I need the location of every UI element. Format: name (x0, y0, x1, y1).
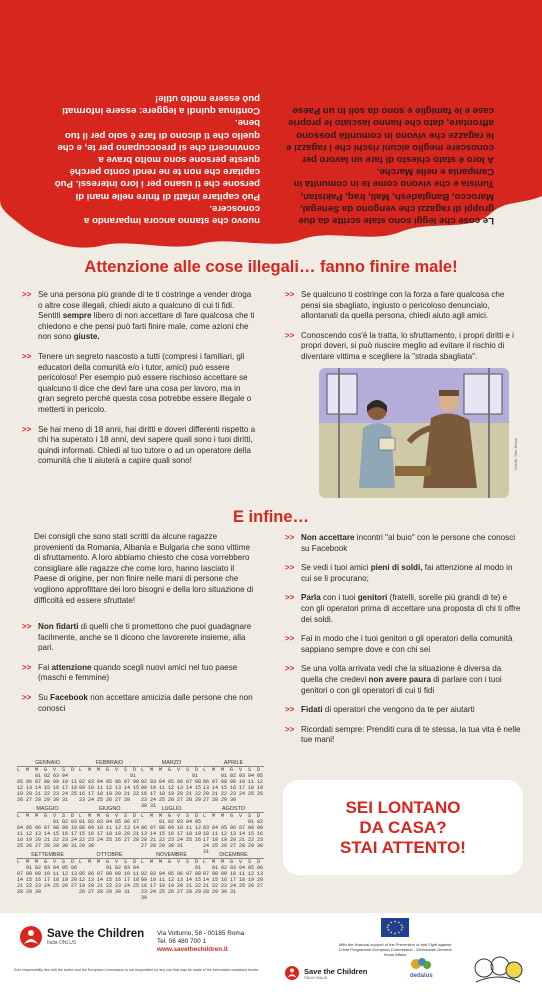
chevron-icon: >> (22, 351, 32, 361)
chevron-icon: >> (22, 424, 32, 434)
calendar-week: 18 19 20 21 22 23 24 (17, 837, 78, 843)
top-splash (0, 0, 542, 252)
eu-support-text: With the financial support of the Prevention of and Fight against Crime Programme European Commission - Directorate-General Home Affairs (338, 942, 452, 957)
calendar-weekdays: L M M G V S D (17, 813, 75, 819)
calendar-week: 16 17 18 19 20 21 22 (141, 791, 202, 797)
list-item: >> Su Facebook non accettare amicizia dalle persone che non conosci (22, 692, 253, 713)
calendar-week: 28 29 30 (17, 889, 42, 895)
calendar-week: 10 11 12 13 14 15 16 (203, 831, 264, 837)
cta-line-3: STAI ATTENTO! (340, 837, 466, 857)
list-item: >> Tenere un segreto nascosto a tutti (compresi i familiari, gli educatori della comunità e/o i tutor, amici) può essere pericoloso! Per esempio può essere rischioso accettare se qualcuno ti dice che devi fare una cosa per lavoro, ma in gran segreto perché questa cosa potrebbe essere illegale o metterti in pericolo. (22, 351, 252, 414)
calendar-weekdays: L M M G V S D (141, 859, 199, 865)
chevron-icon: >> (285, 290, 295, 299)
illustration-bus-scene (319, 368, 509, 498)
calendar-2015 (17, 760, 265, 901)
list-item: >> Non accettare incontri "al buio" con le persone che conosci su Facebook (285, 533, 516, 553)
partner-icon (470, 952, 526, 986)
calendar-month-name: SETTEMBRE (17, 852, 78, 859)
calendar-weekdays: L M M G V S D (203, 813, 261, 819)
calendar-month (79, 760, 140, 803)
calendar-week: 08 09 10 11 12 13 14 (79, 825, 140, 831)
calendar-week: 01 02 03 04 05 06 (203, 865, 264, 871)
calendar-month-name: OTTOBRE (79, 852, 140, 859)
calendar-week: 25 26 27 28 29 30 31 (17, 843, 78, 849)
calendar-week: 26 27 28 29 30 31 (79, 889, 131, 895)
phone: Tel. 06 480 700 1 (157, 938, 207, 945)
calendar-month-name: GIUGNO (79, 806, 140, 813)
calendar-week: 01 02 03 04 (17, 773, 69, 779)
calendar-month-name: APRILE (203, 760, 264, 767)
calendar-week: 13 14 15 16 17 18 19 (203, 785, 264, 791)
calendar-weekdays: L M M G V S D (17, 859, 75, 865)
chevron-icon: >> (285, 705, 295, 715)
brand-name: Save the Children (47, 928, 145, 940)
calendar-week: 09 10 11 12 13 14 15 (141, 877, 202, 883)
list-item: >> Non fidarti di quelli che ti promettono che puoi guadagnare facilmente, anche se ti dicono che lavorerete insieme, alla pari. (22, 622, 252, 653)
calendar-week: 01 02 03 04 (79, 865, 140, 871)
calendar-week: 09 10 11 12 13 14 15 (141, 785, 202, 791)
calendar-week: 19 20 21 22 23 24 25 (17, 791, 78, 797)
chevron-icon: >> (285, 724, 295, 734)
calendar-month-name: NOVEMBRE (141, 852, 202, 859)
calendar-week: 01 (79, 773, 137, 779)
chevron-icon: >> (285, 330, 295, 340)
calendar-month (141, 852, 202, 901)
calendar-week: 01 02 03 04 05 (141, 819, 202, 825)
calendar-week: 13 14 15 16 17 18 19 (141, 831, 202, 837)
chevron-icon: >> (285, 563, 295, 573)
calendar-week: 21 22 23 24 25 26 27 (203, 883, 264, 889)
calendar-month-name: AGOSTO (203, 806, 264, 813)
calendar-week: 01 02 (203, 819, 264, 825)
calendar-week: 11 12 13 14 15 16 17 (17, 831, 78, 837)
calendar-month (141, 806, 202, 849)
dedalus-label: dedalus (410, 973, 433, 979)
list-item: >> Ricordati sempre: Prenditi cura di te stessa, la tua vita è nelle tue mani! (285, 724, 521, 745)
calendar-week: 19 20 21 22 23 24 25 (79, 883, 140, 889)
calendar-weekdays: L M M G V S D (79, 813, 137, 819)
calendar-week: 26 27 28 29 30 31 (17, 797, 69, 803)
section-title-finally: E infine… (232, 508, 310, 526)
chevron-icon: >> (285, 664, 295, 674)
calendar-month (203, 852, 264, 895)
calendar-weekdays: L M M G V S D (203, 859, 261, 865)
calendar-month-name: LUGLIO (141, 806, 202, 813)
calendar-weekdays: L M M G V S D (17, 767, 75, 773)
calendar-week: 30 (141, 895, 148, 901)
calendar-month (79, 806, 140, 849)
calendar-month (203, 806, 264, 855)
chevron-icon: >> (285, 533, 295, 542)
calendar-week: 21 22 23 24 25 26 27 (17, 883, 78, 889)
calendar-week: 15 16 17 18 19 20 21 (79, 831, 140, 837)
calendar-week: 16 17 18 19 20 21 22 (79, 791, 140, 797)
splash-text (48, 26, 494, 226)
chevron-icon: >> (22, 692, 32, 702)
calendar-month (79, 852, 140, 895)
calendar-week: 02 03 04 05 06 07 08 (141, 779, 202, 785)
section2-right-column (285, 533, 521, 755)
calendar-week: 22 23 24 25 26 27 28 (79, 837, 140, 843)
save-the-children-logo (20, 926, 144, 948)
disclaimer: Sole responsibility lies with the author and the European Commission is not responsible for any use that may be made of the information contained herein. (14, 968, 260, 972)
list-item: >> Conoscendo cos'è la tratta, lo sfruttamento, i propri diritti e i propri doveri, si può riuscire meglio ad evitare il rischio di diventare vittima e scegliere la "strada sbagliata". (285, 330, 514, 361)
chevron-icon: >> (285, 593, 295, 603)
calendar-week: 01 02 03 (17, 819, 78, 825)
chevron-icon: >> (22, 290, 32, 299)
calendar-month-name: MARZO (141, 760, 202, 767)
section-title-illegal: Attenzione alle cose illegali… fanno finire male! (84, 258, 458, 276)
calendar-weekdays: L M M G V S D (79, 859, 137, 865)
calendar-month (17, 806, 78, 849)
calendar-week: 23 24 25 26 27 28 29 (141, 889, 202, 895)
calendar-month (141, 760, 202, 809)
calendar-week: 01 02 03 04 05 06 07 (79, 819, 140, 825)
section1-right-column (285, 290, 521, 372)
calendar-week: 30 31 (141, 803, 157, 809)
calendar-week: 23 24 25 26 27 28 (79, 797, 131, 803)
list-item: >> Se hai meno di 18 anni, hai diritti e doveri differenti rispetto a chi ha superato i 18 anni, devi sapere quali sono i tuoi diritti, quindi informati. Chiedi al tuo tutore o ad un operatore della comunità che ti aiuterà a capire quali sono! (22, 424, 256, 466)
calendar-week: 16 17 18 19 20 21 22 (141, 883, 202, 889)
calendar-week: 05 06 07 08 09 10 11 (79, 871, 140, 877)
list-item: >> Se una volta arrivata vedi che la situazione è diversa da quella che credevi non avere paura di parlare con i tuoi genitori o con gli operatori di cui ti fidi (285, 664, 502, 695)
calendar-week: 31 (203, 849, 210, 855)
calendar-week: 06 07 08 09 10 11 12 (203, 779, 264, 785)
dedalus-logo (410, 956, 433, 979)
calendar-month (203, 760, 264, 803)
partner-logo (470, 952, 526, 991)
list-item: >> Parla con i tuoi genitori (fratelli, sorelle più grandi di te) e con gli operatori prima di accettare una proposta di chi ti offre dei soldi. (285, 593, 521, 624)
list-item: >> Fidati di operatori che vengono da te per aiutarti (285, 705, 475, 715)
save-the-children-icon (285, 966, 299, 980)
calendar-month (17, 760, 78, 803)
website-link[interactable]: www.savethechildren.it (157, 946, 228, 953)
calendar-week: 09 10 11 12 13 14 15 (79, 785, 140, 791)
calendar-weekdays: L M M G V S D (79, 767, 137, 773)
chevron-icon: >> (22, 662, 32, 672)
cta-line-1: SEI LONTANO (345, 797, 461, 817)
calendar-week: 06 07 08 09 10 11 12 (141, 825, 202, 831)
list-item: >> Fai in modo che i tuoi genitori o gli operatori della comunità sappiano sempre dove e con chi sei (285, 634, 513, 654)
calendar-week: 14 15 16 17 18 19 20 (203, 877, 264, 883)
calendar-weekdays: L M M G V S D (203, 767, 261, 773)
cta-line-2: DA CASA? (359, 817, 447, 837)
calendar-week: 29 30 (79, 843, 95, 849)
brand-subtitle-small: ITALIA ONLUS (304, 975, 328, 980)
calendar-week: 27 28 29 30 31 (141, 843, 184, 849)
calendar-week: 17 18 19 20 21 22 23 (203, 837, 264, 843)
section2-left-column (22, 622, 258, 723)
chevron-icon: >> (285, 634, 295, 644)
calendar-week: 14 15 16 17 18 19 20 (17, 877, 78, 883)
dedalus-icon (410, 956, 432, 972)
brand-subtitle: Italia ONLUS (47, 940, 77, 946)
calendar-month-name: GENNAIO (17, 760, 78, 767)
save-the-children-icon (20, 926, 42, 948)
calendar-week: 03 04 05 06 07 08 09 (203, 825, 264, 831)
eu-support (335, 918, 455, 957)
splash-column-right: nuovo che stanno ancora imparando a conoscere. Può capitare infatti di finire nelle mani di persone che ti usano per i loro interessi. Può capitare che non te ne rendi conto perché queste persone sono molto brave a convincerti che si preoccupano per te, e che quello che ti dicono di fare è solo per il tuo bene. Continua quindi a leggere: essere informati può essere molto utile! (54, 92, 260, 226)
calendar-week: 28 29 30 31 (203, 889, 237, 895)
calendar-month-name: DICEMBRE (203, 852, 264, 859)
call-to-action-box (283, 780, 523, 875)
calendar-week: 02 03 04 05 06 07 08 (79, 779, 140, 785)
chevron-icon: >> (22, 622, 32, 631)
calendar-week: 02 03 04 05 06 07 08 (141, 871, 202, 877)
calendar-week: 20 21 22 23 24 25 26 (141, 837, 202, 843)
brand-name-small: Save the Children (304, 966, 368, 976)
calendar-weekdays: L M M G V S D (141, 767, 199, 773)
calendar-week: 20 21 22 23 24 25 26 (203, 791, 264, 797)
calendar-week: 01 (141, 865, 202, 871)
list-item: >> Se qualcuno ti costringe con la forza a fare qualcosa che pensi sia sbagliato, ingiusto o pericoloso denuncialo, allontanati da quella persona, chiedi aiuto agli amici. (285, 290, 505, 321)
calendar-week: 27 28 29 30 (203, 797, 237, 803)
calendar-weekdays: L M M G V S D (141, 813, 199, 819)
calendar-week: 12 13 14 15 16 17 18 (79, 877, 140, 883)
eu-flag-icon (381, 918, 409, 937)
section2-intro: Dei consigli che sono stati scritti da alcune ragazze provenienti da Romania, Albania e Bulgaria che sono vittime di sfruttamento. A loro abbiamo chiesto che cosa vorrebbero consigliare alle ragazze che come loro, hanno lasciato il Paese di origine, per non finire nelle mani di persone che vogliono approfittare dei loro bisogni e della loro situazione di difficoltà ed essere sfruttate! (34, 532, 254, 605)
calendar-week: 07 08 09 10 11 12 13 (203, 871, 264, 877)
calendar-month (17, 852, 78, 895)
list-item: >> Fai attenzione quando scegli nuovi amici nel tuo paese (maschi e femmine) (22, 662, 238, 683)
illustration-credit: Credit: Tom Breen (513, 437, 518, 470)
calendar-week: 12 13 14 15 16 17 18 (17, 785, 78, 791)
calendar-week: 23 24 25 26 27 28 29 (141, 797, 202, 803)
section1-left-column (22, 290, 258, 476)
calendar-month-name: MAGGIO (17, 806, 78, 813)
calendar-week: 04 05 06 07 08 09 10 (17, 825, 78, 831)
calendar-week: 24 25 26 27 28 29 30 (203, 843, 264, 849)
calendar-week: 01 02 03 04 05 (203, 773, 264, 779)
list-item: >> Se una persona più grande di te ti costringe a vender droga o altre cose illegali, chiedi aiuto a qualcuno di cui ti fidi. Sentiti sempre libero di non accettare di fare qualcosa che ti chiedono e che pensi può farti finire male, come azioni che non sono giuste. (22, 290, 255, 342)
calendar-week: 01 02 03 04 05 06 (17, 865, 78, 871)
save-the-children-logo-small (285, 966, 367, 980)
address: Via Volturno, 58 - 00185 Roma (157, 930, 245, 937)
calendar-week: 05 06 07 08 09 10 11 (17, 779, 78, 785)
calendar-week: 07 08 09 10 11 12 13 (17, 871, 78, 877)
splash-column-left: Le cose che leggi sono state scritte da due gruppi di ragazzi che vengono da Senegal, Marocco, Bangladesh, Mali, Iraq, Pakistan, Tunisia e che vivono come te in comunità in Campania e nelle Marche. A loro è stato chiesto di fare un lavoro per conoscere meglio alcuni rischi che i ragazzi e le ragazze che vivono in comunità possono affrontare, dato che hanno lasciato le proprie case e le famiglie e sono da soli in un Paese (286, 105, 494, 226)
contact-info (157, 930, 244, 954)
calendar-month-name: FEBBRAIO (79, 760, 140, 767)
calendar-week: 01 (141, 773, 199, 779)
list-item: >> Se vedi i tuoi amici pieni di soldi, fai attenzione al modo in cui se li procurano; (285, 563, 513, 583)
